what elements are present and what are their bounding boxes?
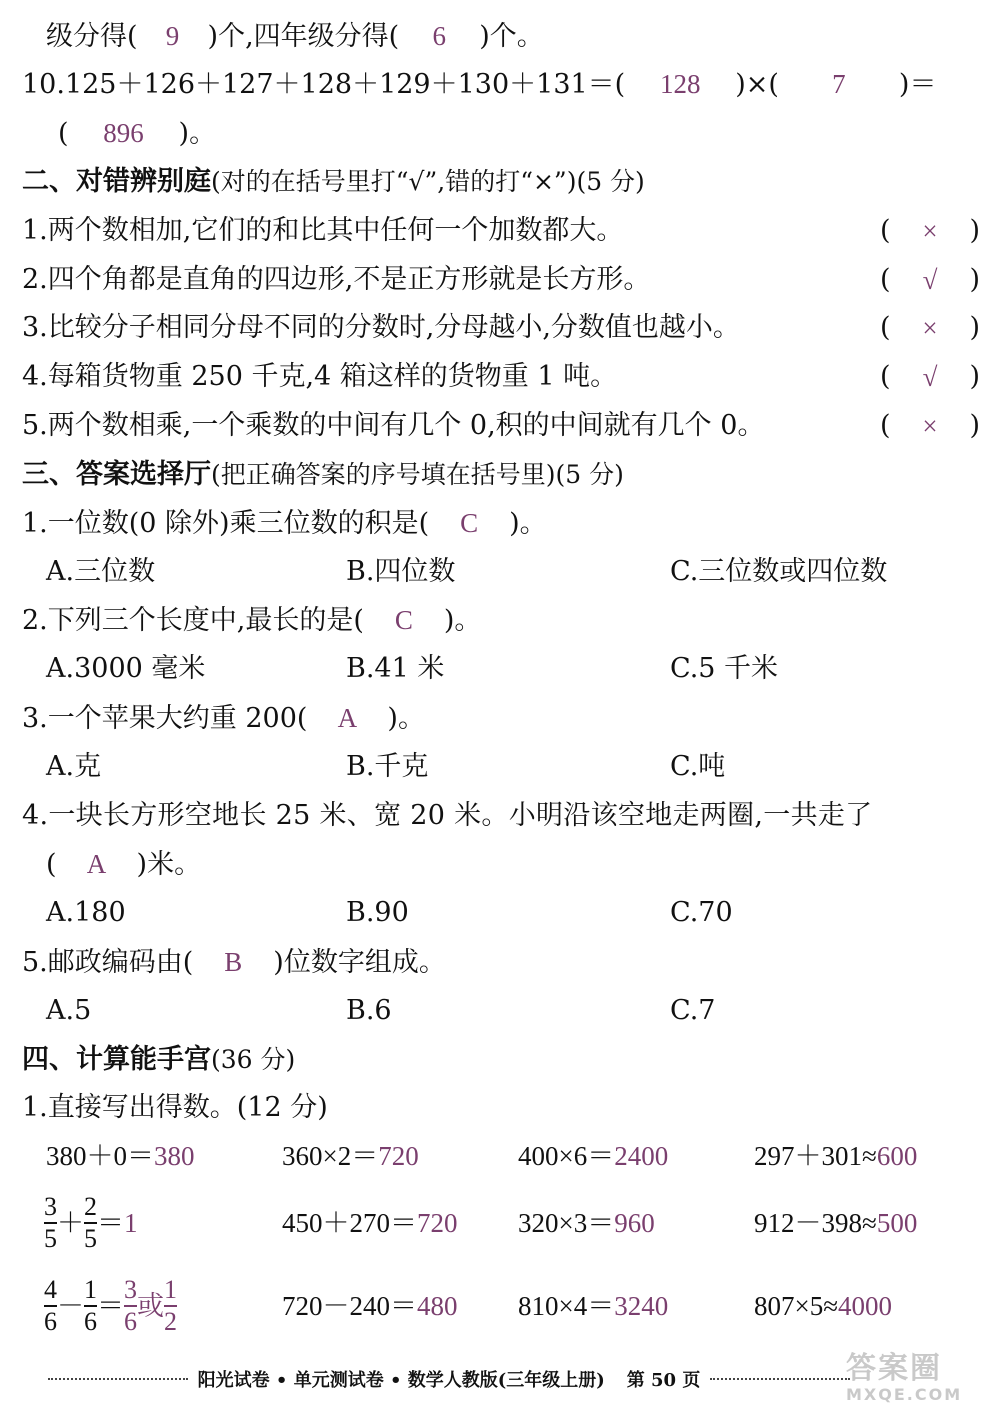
tf-item-3: 3.比较分子相同分母不同的分数时,分母越小,分数值也越小。	[22, 312, 740, 343]
mc-q2-answer: C	[394, 605, 413, 635]
mc-q1-answer: C	[460, 508, 479, 538]
fraction-sum-item: $\frac{3}{5}$ ＋ $\frac{2}{5}$ ＝ 1	[44, 1192, 138, 1253]
answer-fraction: $\frac{3}{6}$	[124, 1275, 137, 1336]
tf-item-1: 1.两个数相加,它们的和比其中任何一个加数都大。	[22, 215, 624, 246]
tf-answer-4: ( √ )	[880, 361, 980, 392]
mc-q3-option-b: B.千克	[346, 751, 429, 782]
calc-item: 807×5≈4000	[754, 1291, 893, 1321]
tf-item-4: 4.每箱货物重 250 千克,4 箱这样的货物重 1 吨。	[22, 361, 618, 392]
section-2-heading: 二、对错辨别庭(对的在括号里打“√”,错的打“×”)(5 分)	[22, 166, 645, 197]
calc-item: 380＋0＝380	[46, 1141, 195, 1171]
section-4-note: (36 分)	[211, 1045, 296, 1074]
mc-q4-line1: 4.一块长方形空地长 25 米、宽 20 米。小明沿该空地走两圈,一共走了	[22, 800, 873, 831]
q10-line1: 10.125＋126＋127＋128＋129＋130＋131＝( 128 )×( 7 )＝	[22, 64, 936, 105]
mc-q1-option-a: A.三位数	[46, 556, 156, 587]
calc-item: 360×2＝720	[282, 1141, 419, 1171]
section-2-note: (对的在括号里打“√”,错的打“×”)(5 分)	[211, 167, 645, 196]
mc-q4-option-a: A.180	[46, 897, 126, 928]
calc-item: 320×3＝960	[518, 1208, 655, 1238]
page-number: 第 50 页	[626, 1370, 701, 1391]
calc-item: 912－398≈500	[754, 1208, 918, 1238]
fraction: $\frac{4}{6}$	[44, 1275, 57, 1336]
fraction: $\frac{1}{6}$	[84, 1275, 97, 1336]
q10-answer-3: 896	[103, 118, 144, 148]
mc-q5-option-c: C.7	[670, 995, 716, 1026]
mc-q5-option-a: A.5	[46, 995, 92, 1026]
footer-divider-right	[710, 1378, 850, 1380]
q10-answer-2: 7	[832, 69, 846, 99]
calc-item: 450＋270＝720	[282, 1208, 458, 1238]
section-3-note: (把正确答案的序号填在括号里)(5 分)	[211, 460, 624, 489]
mc-q1: 1.一位数(0 除外)乘三位数的积是( C )。	[22, 503, 547, 544]
q9-answer-2: 6	[432, 21, 446, 51]
mc-q2-option-c: C.5 千米	[670, 653, 779, 684]
calc-item: 810×4＝3240	[518, 1291, 669, 1321]
fraction-diff-item: $\frac{4}{6}$ － $\frac{1}{6}$ ＝ $\frac{3}{6}$ 或 $\frac{1}{2}$	[44, 1275, 177, 1336]
tf-answer-3: ( × )	[880, 312, 980, 343]
calc-item: 720－240＝480	[282, 1291, 458, 1321]
mc-q3-option-a: A.克	[46, 751, 102, 782]
tf-answer-5: ( × )	[880, 410, 980, 441]
tf-item-5: 5.两个数相乘,一个乘数的中间有几个 0,积的中间就有几个 0。	[22, 410, 765, 441]
answer-fraction: $\frac{1}{2}$	[164, 1275, 177, 1336]
tf-item-2: 2.四个角都是直角的四边形,不是正方形就是长方形。	[22, 264, 651, 295]
mc-q5-option-b: B.6	[346, 995, 392, 1026]
calc-subheading: 1.直接写出得数。(12 分)	[22, 1092, 328, 1123]
mc-q4-answer: A	[86, 849, 107, 879]
watermark-logo: 答案圈 MXQE.COM	[846, 1351, 963, 1404]
q9-tail: 级分得( 9 )个,四年级分得( 6 )个。	[46, 16, 544, 57]
mc-q3-option-c: C.吨	[670, 751, 726, 782]
footer-title: 阳光试卷 • 单元测试卷 • 数学人教版(三年级上册)	[197, 1370, 605, 1391]
mc-q2: 2.下列三个长度中,最长的是( C )。	[22, 600, 481, 641]
fraction: $\frac{3}{5}$	[44, 1192, 57, 1253]
mc-q2-option-a: A.3000 毫米	[46, 653, 206, 684]
mc-q4-option-b: B.90	[346, 897, 409, 928]
mc-q4-line2: ( A )米。	[46, 844, 201, 885]
mc-q2-option-b: B.41 米	[346, 653, 445, 684]
tf-answer-1: ( × )	[880, 215, 980, 246]
q10-line2: ( 896 )。	[58, 113, 216, 154]
calc-item: 400×6＝2400	[518, 1141, 669, 1171]
mc-q5-answer: B	[224, 947, 243, 977]
section-4-heading: 四、计算能手宫(36 分)	[22, 1044, 296, 1075]
mc-q3-answer: A	[337, 703, 358, 733]
mc-q1-option-c: C.三位数或四位数	[670, 556, 888, 587]
mc-q4-option-c: C.70	[670, 897, 733, 928]
calc-item: 297＋301≈600	[754, 1141, 918, 1171]
fraction: $\frac{2}{5}$	[84, 1192, 97, 1253]
mc-q3: 3.一个苹果大约重 200( A )。	[22, 698, 425, 739]
tf-answer-2: ( √ )	[880, 264, 980, 295]
mc-q5: 5.邮政编码由( B )位数字组成。	[22, 942, 446, 983]
mc-q1-option-b: B.四位数	[346, 556, 456, 587]
section-3-heading: 三、答案选择厅(把正确答案的序号填在括号里)(5 分)	[22, 459, 624, 490]
q9-answer-1: 9	[165, 21, 180, 51]
q10-answer-1: 128	[659, 69, 701, 99]
footer-divider-left	[48, 1378, 188, 1380]
